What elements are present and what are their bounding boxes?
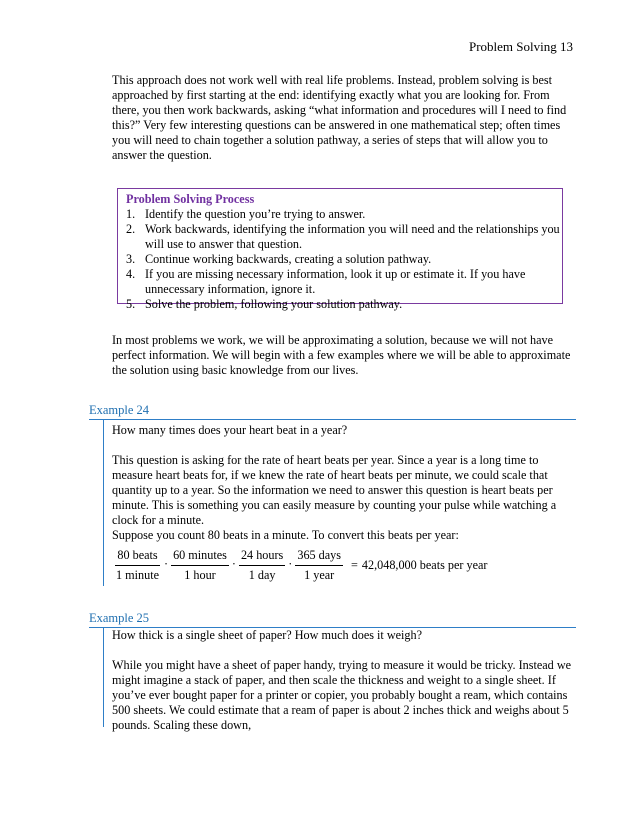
step-text: Continue working backwards, creating a solution pathway. [145,252,432,266]
multiply-dot: · [231,557,236,571]
process-step [126,207,562,222]
example-24-label: Example 24 [89,403,150,417]
step-number: 5. [126,297,136,311]
example-24-body [112,423,582,543]
example-25-label: Example 25 [89,611,150,625]
process-step [126,267,562,297]
fraction-days-per-year: $\frac{\text{365 days}}{\text{1 year}}$ [297,548,342,582]
process-step [126,222,562,252]
step-number: 4. [126,267,136,281]
example-24-explanation: This question is asking for the rate of heart beats per year. Since a year is a long time to measure heart beats for, if we knew the rate of heart beats per minute, we could scale that quantity up to a year. So the information we need to answer this question is heart beats per minute. This is something you can easily measure by counting your pulse while watching a clock for a minute. [112,453,557,527]
process-step [126,297,562,312]
multiply-dot: · [288,557,293,571]
step-text: Identify the question you’re trying to answer. [145,207,366,221]
step-number: 2. [126,222,136,236]
example-24-question: How many times does your heart beat in a year? [112,423,348,437]
fraction-minutes-per-hour: $\frac{\text{60 minutes}}{\text{1 hour}}$ [173,548,227,582]
process-step [126,252,562,267]
multiply-dot: · [164,557,169,571]
step-number: 3. [126,252,136,266]
running-header: Problem Solving 13 [468,39,573,54]
example-24-suppose: Suppose you count 80 beats in a minute. To convert this beats per year: [112,528,459,542]
process-box-title: Problem Solving Process [126,192,255,206]
equals-sign: = [351,558,358,572]
fraction-hours-per-day: $\frac{\text{24 hours}}{\text{1 day}}$ [240,548,284,582]
example-25-side-rule [103,627,104,727]
step-text: If you are missing necessary information, look it up or estimate it. If you have unnecessary information, ignore it. [145,267,526,296]
fraction-beats-per-minute: $\frac{\text{80 beats}}{\text{1 minute}}$ [116,548,159,582]
example-24-side-rule [103,419,104,586]
step-text: Solve the problem, following your solution pathway. [145,297,403,311]
step-text: Work backwards, identifying the information you will need and the relationships you will use to answer that question. [145,222,560,251]
intro-paragraph: This approach does not work well with real life problems. Instead, problem solving is best approached by first starting at the end: identifying exactly what you are looking for. From there, you then work backwards, asking “what information and procedures will I need to find this?” Very few interesting questions can be answered in one mathematical step; often times you will need to chain together a solution pathway, a series of steps that will allow you to answer the question. [112,73,567,162]
example-25-body [112,628,582,733]
problem-solving-process-box [117,188,563,311]
calculation-result: 42,048,000 beats per year [361,558,488,572]
heartbeat-calculation [112,548,487,583]
example-25-paragraph: While you might have a sheet of paper handy, trying to measure it would be tricky. Instead we might imagine a stack of paper, and then scale the thickness and weight to a single sheet. If you’ve ever bought paper for a printer or copier, you probably bought a ream, which contains 500 sheets. We could estimate that a ream of paper is about 2 inches thick and weighs about 5 pounds. Scaling these down, [112,658,572,732]
example-25-question: How thick is a single sheet of paper? How much does it weigh? [112,628,423,642]
step-number: 1. [126,207,136,221]
process-steps-list [126,207,562,312]
approximation-paragraph: In most problems we work, we will be approximating a solution, because we will not have perfect information. We will begin with a few examples where we will be able to approximate the solution using basic knowledge from our lives. [112,333,571,377]
example-24-divider [89,419,576,420]
